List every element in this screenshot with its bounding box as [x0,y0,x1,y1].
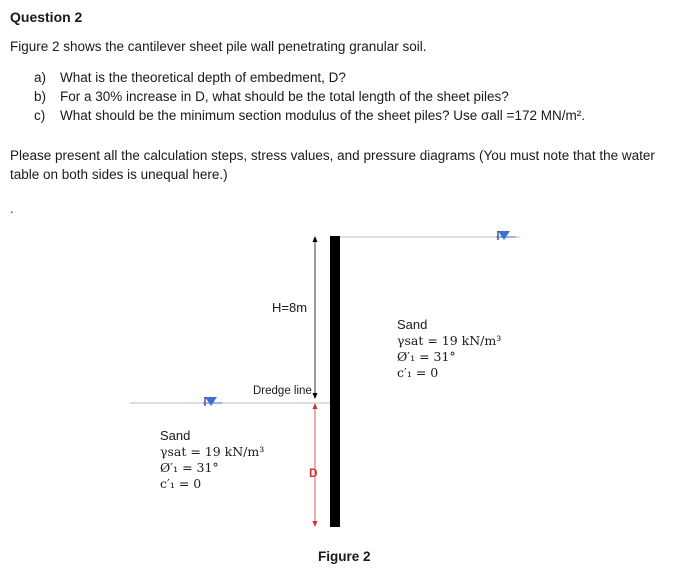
sheet-pile-wall [330,236,340,527]
figure-caption: Figure 2 [318,549,371,564]
cohesion: c′₁ = 0 [397,365,439,380]
part-label: c) [34,108,46,123]
soil-name: Sand [397,317,428,332]
instructions-note: Please present all the calculation steps, stress values, and pressure diagrams (You must note that the water table on both sides is unequal here.) [10,148,655,182]
friction-angle: Ø′₁ = 31° [160,460,219,475]
depth-arrow-bottom [313,521,318,527]
unit-weight: γsat = 19 kN/m³ [160,444,265,459]
height-arrow-bottom [313,393,318,399]
cohesion: c′₁ = 0 [160,476,202,491]
soil-properties-left [160,428,264,492]
water-table-left-icon [203,397,222,406]
depth-arrow-top [313,403,318,409]
soil-properties-right [397,317,501,381]
question-heading: Question 2 [10,9,83,25]
part-label: b) [34,89,47,104]
part-text: What is the theoretical depth of embedment, D? [60,70,346,85]
water-table-right-icon [496,231,516,240]
stray-mark: . [10,201,14,216]
part-label: a) [34,70,47,85]
friction-angle: Ø′₁ = 31° [397,349,456,364]
depth-label: D [309,466,318,480]
part-text: What should be the minimum section modulus of the sheet piles? Use σall =172 MN/m². [60,108,585,123]
height-label: H=8m [272,300,308,315]
question-intro: Figure 2 shows the cantilever sheet pile wall penetrating granular soil. [10,39,427,54]
height-arrow-top [313,236,318,242]
part-text: For a 30% increase in D, what should be the total length of the sheet piles? [60,89,509,104]
dredge-line-label: Dredge line [253,385,312,397]
unit-weight: γsat = 19 kN/m³ [397,333,502,348]
soil-name: Sand [160,428,191,443]
